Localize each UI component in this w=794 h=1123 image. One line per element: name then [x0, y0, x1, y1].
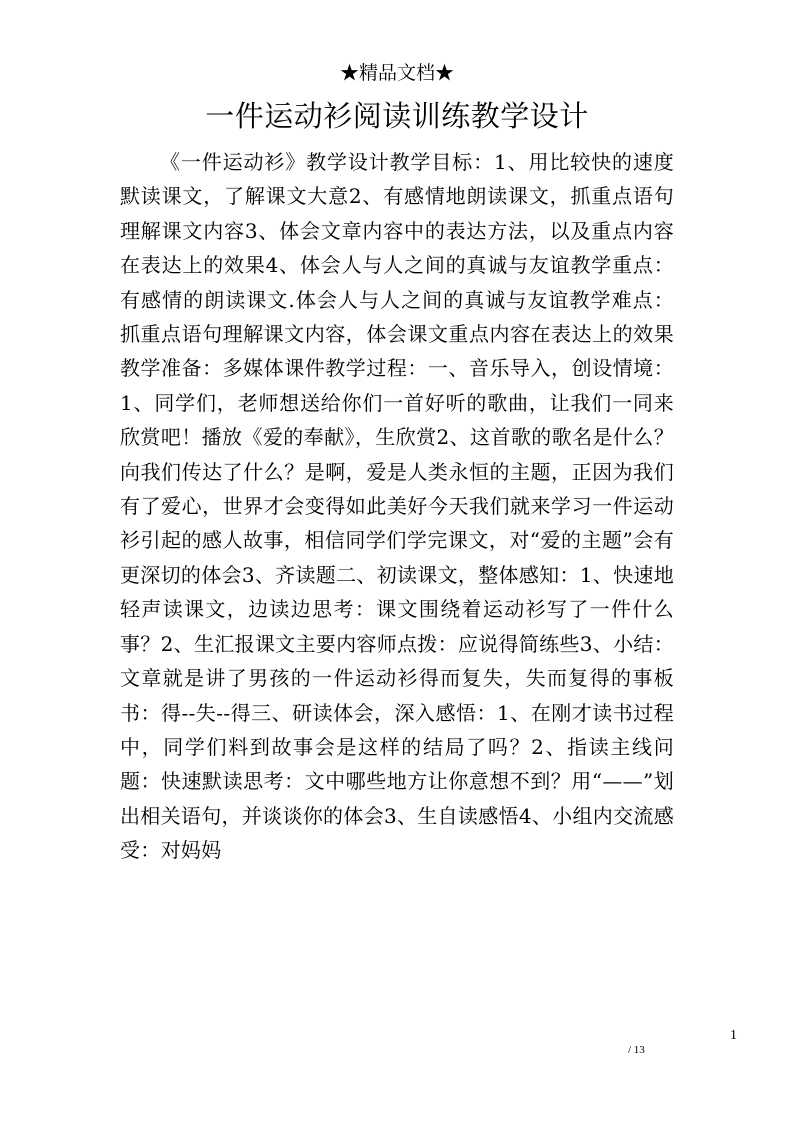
header-mark: ★精品文档★ — [339, 62, 454, 84]
body-paragraph: 《一件运动衫》教学设计教学目标：1、用比较快的速度默读课文，了解课文大意2、有感情地朗读课文，抓重点语句理解课文内容3、体会文章内容中的表达方法，以及重点内容在表达上的效果4、体会人与人之间的真诚与友谊教学重点：有感情的朗读课文.体会人与人之间的真诚与友谊教学难点：抓重点语句理解课文内容，体会课文重点内容在表达上的效果教学准备：多媒体课件教学过程：一、音乐导入，创设情境：1、同学们，老师想送给你们一首好听的歌曲，让我们一同来欣赏吧！播放《爱的奉献》，生欣赏2、这首歌的歌名是什么？向我们传达了什么？是啊，爱是人类永恒的主题，正因为我们有了爱心，世界才会变得如此美好今天我们就来学习一件运动衫引起的感人故事，相信同学们学完课文，对“爱的主题”会有更深切的体会3、齐读题二、初读课文，整体感知：1、快速地轻声读课文，边读边思考：课文围绕着运动衫写了一件什么事？2、生汇报课文主要内容师点拨：应说得简练些3、小结：文章就是讲了男孩的一件运动衫得而复失，失而复得的事板书：得--失--得三、研读体会，深入感悟：1、在刚才读书过程中，同学们料到故事会是这样的结局了吗？2、指读主线问题：快速默读思考：文中哪些地方让你意想不到？用“——”划出相关语句，并谈谈你的体会3、生自读感悟4、小组内交流感受：对妈妈 — [120, 150, 674, 863]
page-total: / 13 — [628, 1044, 645, 1056]
page-number: 1 — [730, 1028, 737, 1043]
page-title: 一件运动衫阅读训练教学设计 — [205, 99, 589, 133]
